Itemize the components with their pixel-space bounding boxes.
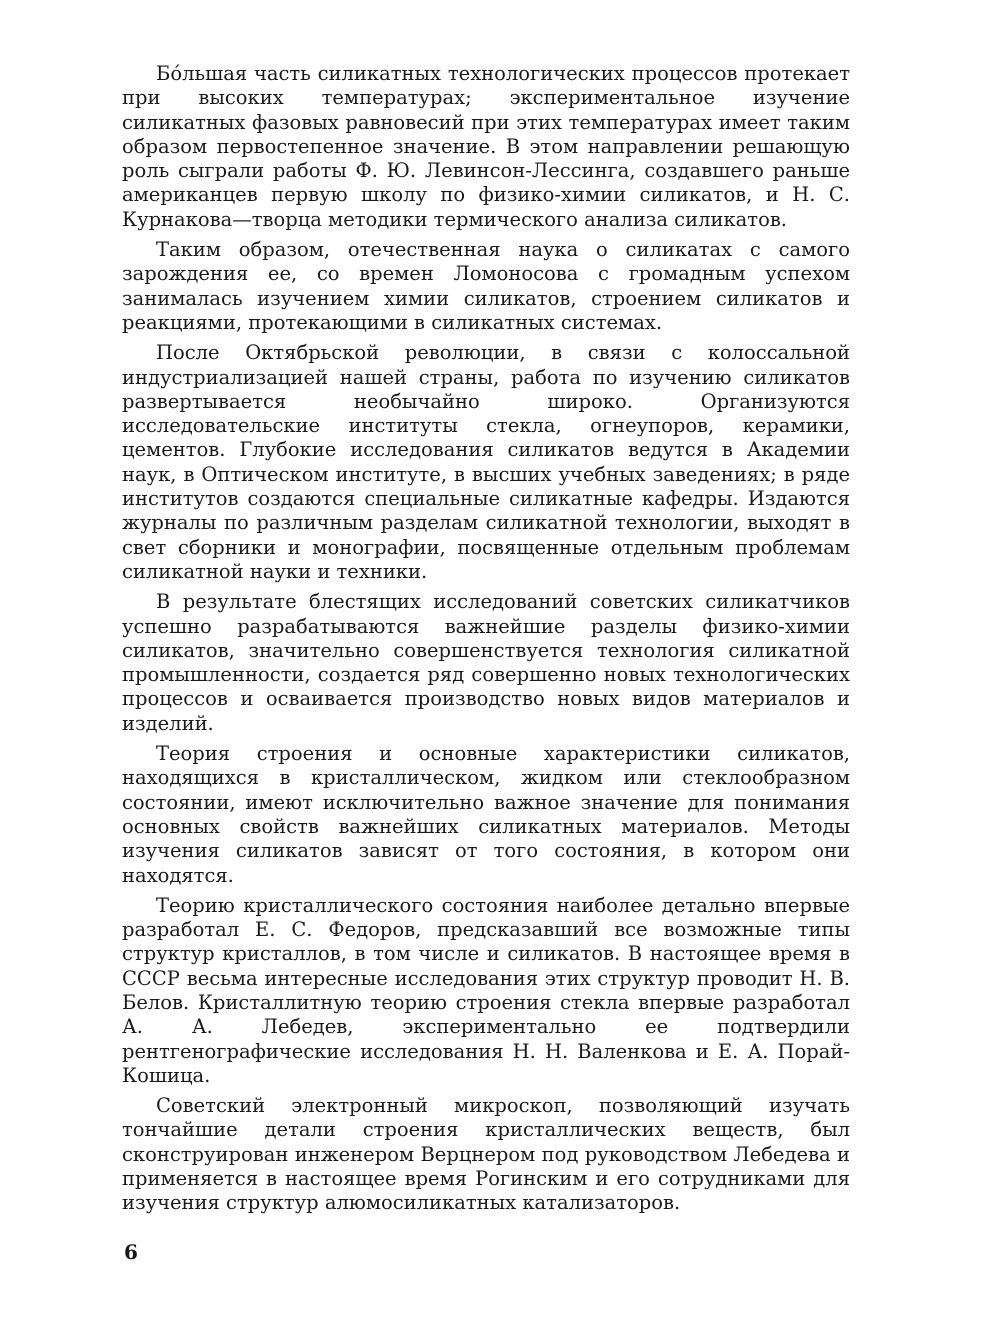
paragraph-3: После Октябрьской революции, в связи с колоссальной индустриализацией нашей страны, работа по изучению силикатов развертывается необычайно широко. Организуются исследовательские институты стекла, огнеупоров, керамики, цементов. Глубокие исследования силикатов ведутся в Академии наук, в Оптическом институте, в высших учебных заведениях; в ряде институтов создаются специальные силикатные кафедры. Издаются журналы по различным разделам силикатной технологии, выходят в свет сборники и монографии, посвященные отдельным проблемам силикатной науки и техники.: [122, 341, 850, 583]
page-body: [122, 62, 850, 1222]
paragraph-1: Бо́льшая часть силикатных технологических процессов протекает при высоких температурах; экспериментальное изучение силикатных фазовых равновесий при этих температурах имеет таким образом первостепенное значение. В этом направлении решающую роль сыграли работы Ф. Ю. Левинсон-Лессинга, создавшего раньше американцев первую школу по физико-химии силикатов, и Н. С. Курнакова—творца методики термического анализа силикатов.: [122, 62, 850, 231]
paragraph-6: Теорию кристаллического состояния наиболее детально впервые разработал Е. С. Федоров, предсказавший все возможные типы структур кристаллов, в том числе и силикатов. В настоящее время в СССР весьма интересные исследования этих структур проводит Н. В. Белов. Кристаллитную теорию строения стекла впервые разработал А. А. Лебедев, экспериментально ее подтвердили рентгенографические исследования Н. Н. Валенкова и Е. А. Порай-Кошица.: [122, 893, 850, 1087]
paragraph-7: Советский электронный микроскоп, позволяющий изучать тончайшие детали строения кристаллических веществ, был сконструирован инженером Верцнером под руководством Лебедева и применяется в настоящее время Рогинским и его сотрудниками для изучения структур алюмосиликатных катализаторов.: [122, 1094, 850, 1215]
paragraph-2: Таким образом, отечественная наука о силикатах с самого зарождения ее, со времен Ломоносова с громадным успехом занималась изучением химии силикатов, строением силикатов и реакциями, протекающими в силикатных системах.: [122, 238, 850, 334]
paragraph-5: Теория строения и основные характеристики силикатов, находящихся в кристаллическом, жидком или стеклообразном состоянии, имеют исключительно важное значение для понимания основных свойств важнейших силикатных материалов. Методы изучения силикатов зависят от того состояния, в котором они находятся.: [122, 742, 850, 887]
paragraph-4: В результате блестящих исследований советских силикатчиков успешно разрабатываются важнейшие разделы физико-химии силикатов, значительно совершенствуется технология силикатной промышленности, создается ряд совершенно новых технологических процессов и осваивается производство новых видов материалов и изделий.: [122, 590, 850, 735]
page-number: 6: [124, 1240, 138, 1264]
